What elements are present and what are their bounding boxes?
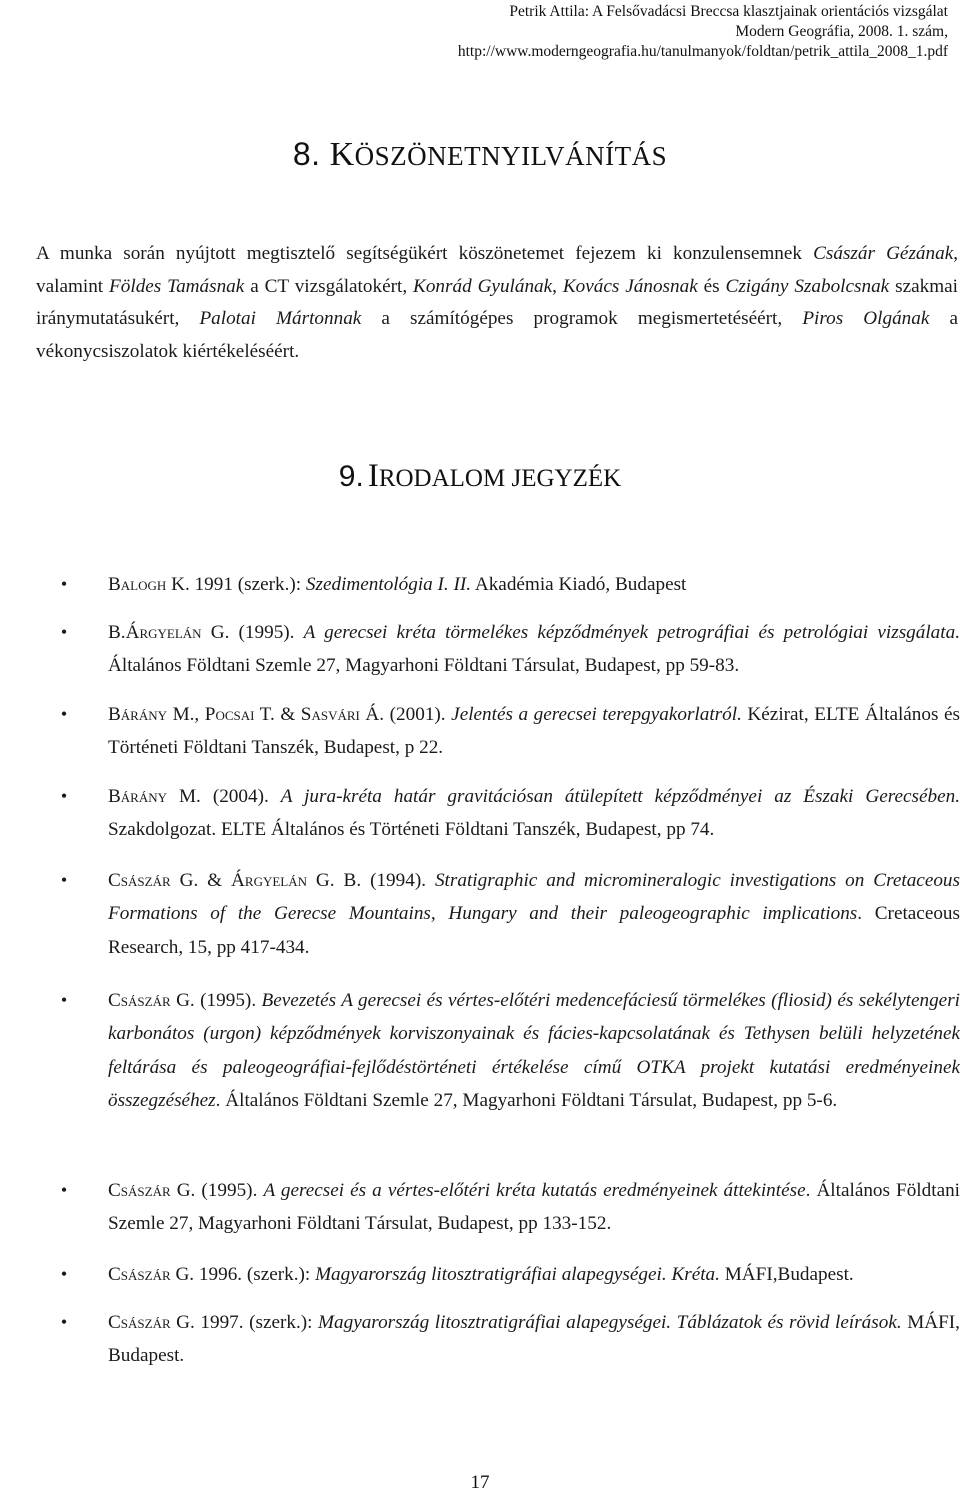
reference-year: (2001).	[384, 704, 452, 725]
reference-title: Magyarország litosztratigráfiai alapegységei. Kréta.	[315, 1264, 720, 1285]
ack-name: Palotai Mártonnak	[199, 308, 362, 330]
ack-text: a CT vizsgálatokért,	[244, 275, 414, 297]
reference-source: . Általános Földtani Szemle 27, Magyarhoni Földtani Társulat, Budapest, pp 5-6.	[215, 1089, 838, 1111]
ack-text: , valamint	[36, 243, 959, 297]
reference-source: . Általános Földtani Szemle 27, Magyarhoni Földtani Társulat, Budapest, pp 133-152.	[108, 1180, 960, 1235]
reference-title: Bevezetés A gerecsei és vértes-előtéri medencefáciesű törmelékes (fliosid) és sekélytengeri karbonátos (urgon) képződmények korviszonyainak és fácies-kapcsolatának és Tethysen belüli helyzetének feltárása és paleogeográfiai-fejlődéstörténeti értékelése című OTKA projekt kutatási eredményeinek összegzéséhez	[108, 990, 960, 1111]
ack-text: a számítógépes programok megismertetéséért,	[361, 308, 803, 330]
reference-source: Általános Földtani Szemle 27, Magyarhoni Földtani Társulat, Budapest, pp 59-83.	[108, 655, 740, 677]
reference-author: Császár G. & Árgyelán G. B.	[108, 870, 362, 891]
reference-author: Császár G.	[108, 990, 195, 1011]
reference-item	[60, 864, 960, 964]
reference-author: Balogh K.	[108, 574, 190, 595]
reference-year: 1996. (szerk.):	[194, 1264, 316, 1285]
reference-source: Akadémia Kiadó, Budapest	[471, 574, 687, 595]
section-title-rest: RODALOM JEGYZÉK	[378, 465, 622, 492]
section-number: 9.	[338, 460, 364, 493]
section-heading-bibliography	[0, 458, 960, 495]
reference-year: (1995).	[229, 622, 304, 643]
acknowledgement-paragraph	[36, 238, 958, 368]
reference-year: 1997. (szerk.):	[194, 1312, 319, 1333]
ack-text: ,	[552, 275, 563, 297]
reference-source: Szakdolgozat. ELTE Általános és Történeti Földtani Tanszék, Budapest, pp 74.	[108, 819, 715, 841]
bullet-icon: •	[60, 574, 68, 594]
ack-text: szakmai iránymutatásukért,	[36, 275, 958, 330]
reference-author: Császár G.	[108, 1264, 195, 1285]
bullet-icon: •	[60, 870, 68, 890]
reference-item	[60, 698, 960, 765]
section-title-initial: I	[367, 458, 379, 494]
reference-source: . Cretaceous Research, 15, pp 417-434.	[108, 903, 960, 958]
reference-item	[60, 1306, 960, 1373]
section-heading-acknowledgements	[0, 136, 960, 174]
reference-year: (1994).	[361, 870, 435, 891]
section-title-rest: ÖSZÖNETNYILVÁNÍTÁS	[354, 141, 668, 171]
header-title: Petrik Attila: A Felsővadácsi Breccsa klasztjainak orientációs vizsgálat	[509, 3, 948, 20]
ack-text: a vékonycsiszolatok kiértékeléséért.	[36, 308, 958, 362]
reference-author: B.Árgyelán G.	[108, 622, 230, 643]
reference-author: Bárány M.	[108, 786, 201, 807]
section-number: 8.	[292, 136, 321, 172]
reference-item	[60, 984, 960, 1117]
reference-item	[60, 1258, 960, 1291]
reference-year: (1995).	[194, 990, 262, 1011]
ack-name: Kovács Jánosnak	[562, 275, 698, 297]
reference-title: A gerecsei és a vértes-előtéri kréta kutatás eredményeinek áttekintése	[263, 1180, 806, 1201]
reference-year: (2004).	[200, 786, 281, 807]
bullet-icon: •	[60, 1312, 68, 1332]
reference-title: A gerecsei kréta törmelékes képződmények petrográfiai és petrológiai vizsgálata.	[303, 622, 960, 643]
ack-name: Konrád Gyulának	[413, 275, 553, 297]
reference-item	[60, 568, 960, 601]
reference-author: Bárány M., Pocsai T. & Sasvári Á.	[108, 704, 385, 725]
ack-text: és	[697, 275, 726, 297]
reference-title: Jelentés a gerecsei terepgyakorlatról.	[451, 704, 742, 725]
reference-year: 1991 (szerk.):	[189, 574, 306, 595]
reference-year: (1995).	[195, 1180, 264, 1201]
header-url: http://www.moderngeografia.hu/tanulmanyok/foldtan/petrik_attila_2008_1.pdf	[457, 43, 948, 60]
bullet-icon: •	[60, 622, 68, 642]
page-number: 17	[470, 1472, 490, 1493]
bullet-icon: •	[60, 1180, 68, 1200]
bullet-icon: •	[60, 786, 68, 806]
ack-name: Piros Olgának	[802, 308, 930, 330]
running-header	[458, 2, 948, 62]
ack-name: Czigány Szabolcsnak	[725, 275, 890, 297]
reference-title: Stratigraphic and micromineralogic investigations on Cretaceous Formations of the Gerecse Mountains, Hungary and their paleogeographic implications	[108, 870, 960, 925]
header-journal: Modern Geográfia, 2008. 1. szám,	[735, 23, 948, 40]
reference-item	[60, 1174, 960, 1241]
ack-text: A munka során nyújtott megtisztelő segítségükért köszönetemet fejezem ki konzulensemnek	[36, 243, 814, 264]
reference-source: MÁFI,Budapest.	[719, 1264, 854, 1285]
reference-item	[60, 780, 960, 847]
bullet-icon: •	[60, 1264, 68, 1284]
section-title-initial: K	[329, 136, 355, 173]
reference-title: Magyarország litosztratigráfiai alapegységei. Táblázatok és rövid leírások.	[318, 1312, 902, 1333]
reference-item	[60, 616, 960, 683]
reference-source: MÁFI, Budapest.	[108, 1312, 960, 1367]
reference-author: Császár G.	[108, 1312, 195, 1333]
bullet-icon: •	[60, 990, 68, 1010]
ack-name: Császár Gézának	[813, 243, 954, 264]
reference-title: Szedimentológia I. II.	[305, 574, 472, 595]
reference-author: Császár G.	[108, 1180, 196, 1201]
ack-name: Földes Tamásnak	[109, 275, 245, 297]
reference-title: A jura-kréta határ gravitációsan átülepített képződményei az Északi Gerecsében.	[280, 786, 960, 807]
bullet-icon: •	[60, 704, 68, 724]
reference-source: Kézirat, ELTE Általános és Történeti Földtani Tanszék, Budapest, p 22.	[108, 704, 960, 759]
